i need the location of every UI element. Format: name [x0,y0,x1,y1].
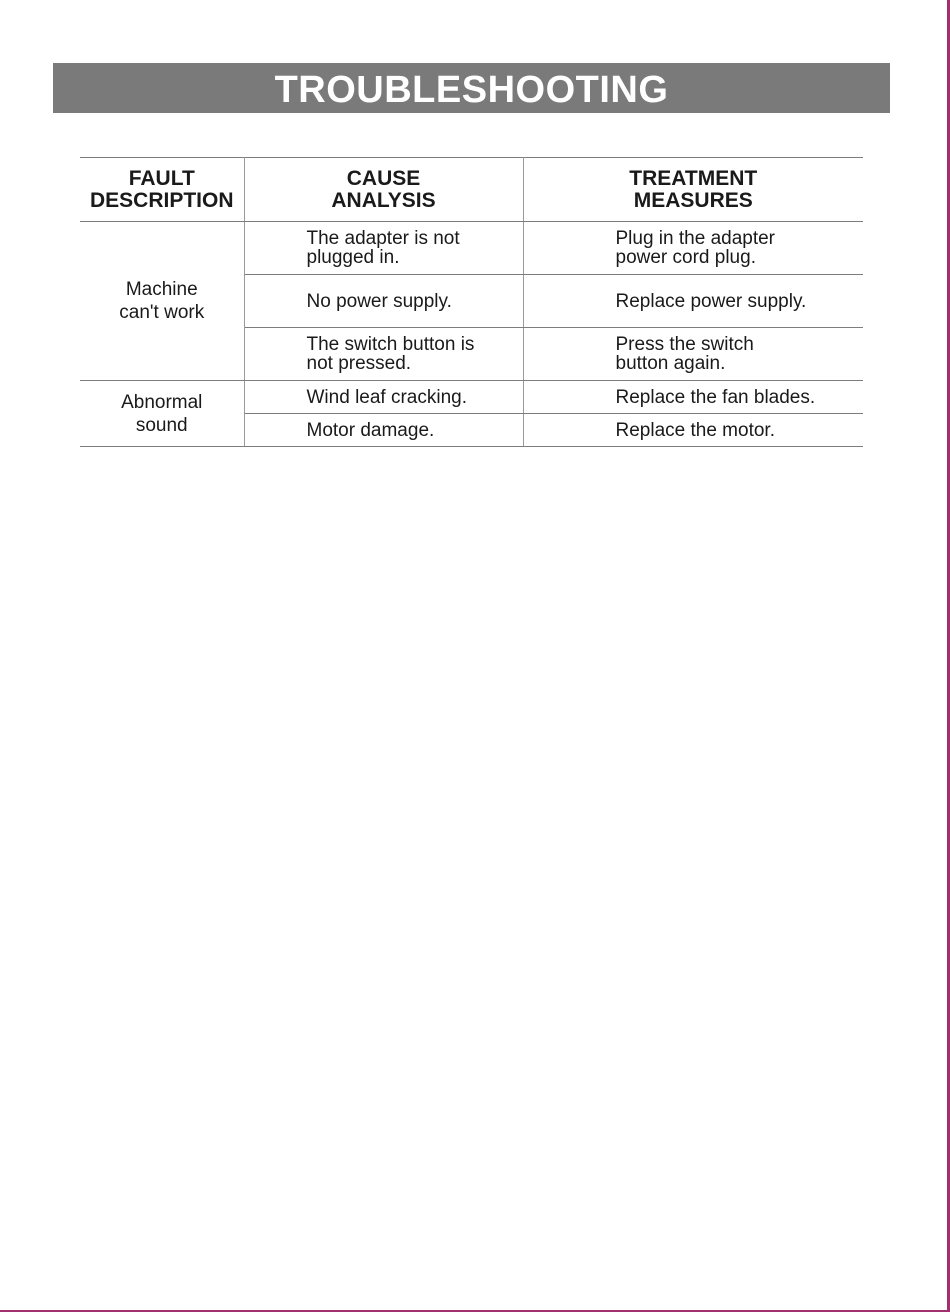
table-row [80,381,863,414]
treatment-cell: Plug in the adapter power cord plug. [523,222,863,275]
cause-cell: The adapter is not plugged in. [244,222,523,275]
cause-cell: No power supply. [244,275,523,328]
header-fault-description: FAULT DESCRIPTION [80,158,244,222]
table-header-row [80,158,863,222]
header-cause-analysis: CAUSE ANALYSIS [244,158,523,222]
cause-cell: Wind leaf cracking. [244,381,523,414]
fault-cell-machine: Machine can't work [80,222,244,381]
treatment-cell: Replace the fan blades. [523,381,863,414]
table-row [80,222,863,275]
cause-cell: The switch button is not pressed. [244,328,523,381]
troubleshooting-table [80,157,863,447]
treatment-cell: Replace power supply. [523,275,863,328]
treatment-cell: Press the switch button again. [523,328,863,381]
fault-cell-abnormal-sound: Abnormal sound [80,381,244,447]
cause-cell: Motor damage. [244,414,523,447]
header-treatment-measures: TREATMENT MEASURES [523,158,863,222]
treatment-cell: Replace the motor. [523,414,863,447]
page-title: TROUBLESHOOTING [53,63,890,113]
